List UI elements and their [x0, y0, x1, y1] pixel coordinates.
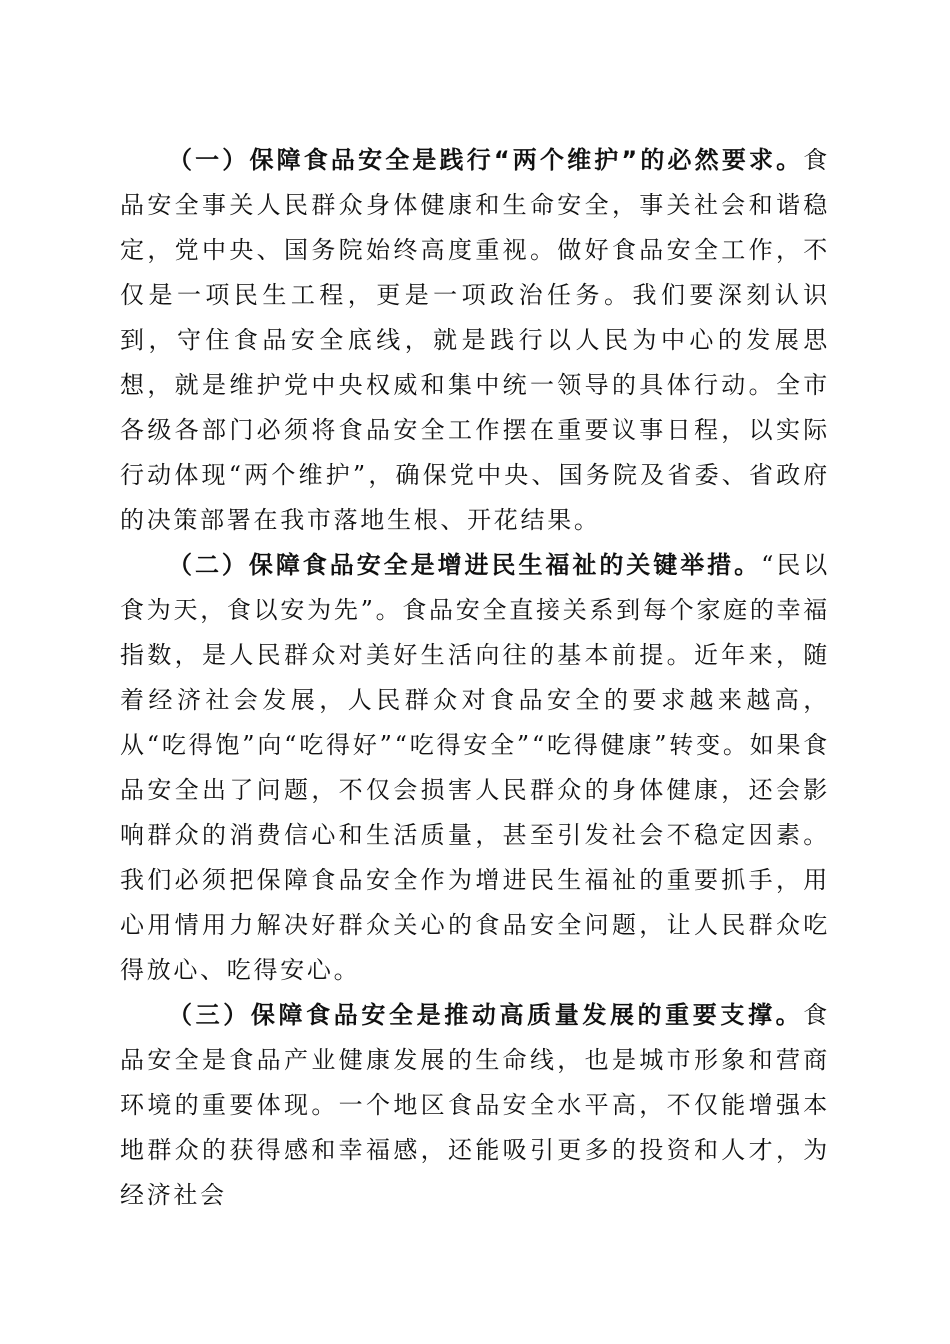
paragraph-3 [120, 993, 830, 1218]
paragraph-3-heading: （三）保障食品安全是推动高质量发展的重要支撑。 [168, 1001, 804, 1029]
paragraph-2 [120, 543, 830, 993]
paragraph-1 [120, 138, 830, 543]
paragraph-2-body: “民以食为天，食以安为先”。食品安全直接关系到每个家庭的幸福指数，是人民群众对美好生活向往的基本前提。近年来，随着经济社会发展，人民群众对食品安全的要求越来越高，从“吃得饱”向“吃得好”“吃得安全”“吃得健康”转变。如果食品安全出了问题，不仅会损害人民群众的身体健康，还会影响群众的消费信心和生活质量，甚至引发社会不稳定因素。我们必须把保障食品安全作为增进民生福祉的重要抓手，用心用情用力解决好群众关心的食品安全问题，让人民群众吃得放心、吃得安心。 [120, 551, 830, 984]
paragraph-2-heading: （二）保障食品安全是增进民生福祉的关键举措。 [168, 551, 762, 579]
paragraph-1-heading: （一）保障食品安全是践行“两个维护”的必然要求。 [168, 146, 804, 174]
paragraph-1-body: 食品安全事关人民群众身体健康和生命安全，事关社会和谐稳定，党中央、国务院始终高度重视。做好食品安全工作，不仅是一项民生工程，更是一项政治任务。我们要深刻认识到，守住食品安全底线，就是践行以人民为中心的发展思想，就是维护党中央权威和集中统一领导的具体行动。全市各级各部门必须将食品安全工作摆在重要议事日程，以实际行动体现“两个维护”，确保党中央、国务院及省委、省政府的决策部署在我市落地生根、开花结果。 [120, 146, 830, 534]
paragraph-3-body: 食品安全是食品产业健康发展的生命线，也是城市形象和营商环境的重要体现。一个地区食品安全水平高，不仅能增强本地群众的获得感和幸福感，还能吸引更多的投资和人才，为经济社会 [120, 1001, 830, 1209]
document-body [120, 138, 830, 1218]
